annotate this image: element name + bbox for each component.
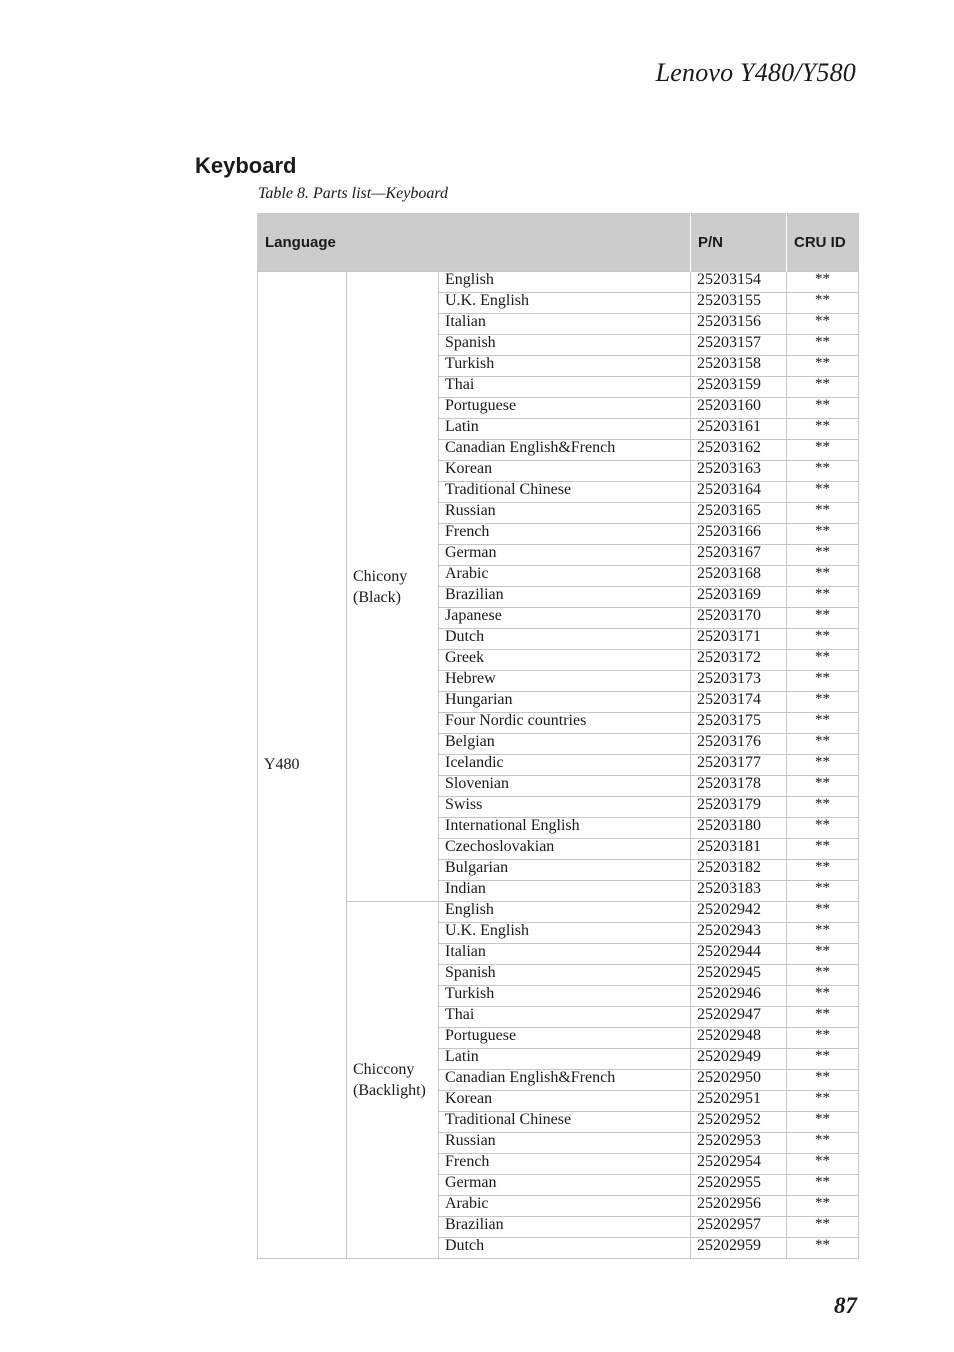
cru-id-cell: ** <box>787 419 859 440</box>
running-header-title: Lenovo Y480/Y580 <box>655 58 856 87</box>
part-number-cell: 25203159 <box>691 377 787 398</box>
language-cell: Bulgarian <box>439 860 691 881</box>
table-row <box>258 272 859 293</box>
part-number-cell: 25203165 <box>691 503 787 524</box>
cru-id-cell: ** <box>787 335 859 356</box>
vendor-name: Chicony <box>353 567 408 585</box>
language-cell: Arabic <box>439 566 691 587</box>
language-cell: U.K. English <box>439 293 691 314</box>
cru-id-cell: ** <box>787 860 859 881</box>
cru-id-cell: ** <box>787 1196 859 1217</box>
cru-id-cell: ** <box>787 713 859 734</box>
language-cell: Latin <box>439 419 691 440</box>
cru-id-cell: ** <box>787 1091 859 1112</box>
part-number-cell: 25202947 <box>691 1007 787 1028</box>
part-number-cell: 25203171 <box>691 629 787 650</box>
cru-id-cell: ** <box>787 818 859 839</box>
part-number-cell: 25202953 <box>691 1133 787 1154</box>
cru-id-cell: ** <box>787 671 859 692</box>
language-cell: German <box>439 545 691 566</box>
cru-id-cell: ** <box>787 1175 859 1196</box>
vendor-cell <box>347 272 439 902</box>
cru-id-cell: ** <box>787 272 859 293</box>
language-cell: Turkish <box>439 986 691 1007</box>
part-number-cell: 25203182 <box>691 860 787 881</box>
cru-id-cell: ** <box>787 902 859 923</box>
part-number-cell: 25203176 <box>691 734 787 755</box>
language-cell: Portuguese <box>439 398 691 419</box>
part-number-cell: 25203175 <box>691 713 787 734</box>
language-cell: Spanish <box>439 335 691 356</box>
language-cell: Swiss <box>439 797 691 818</box>
part-number-cell: 25203169 <box>691 587 787 608</box>
cru-id-cell: ** <box>787 377 859 398</box>
language-cell: Thai <box>439 1007 691 1028</box>
table-row <box>258 902 859 923</box>
part-number-cell: 25203173 <box>691 671 787 692</box>
part-number-cell: 25202946 <box>691 986 787 1007</box>
part-number-cell: 25203172 <box>691 650 787 671</box>
part-number-cell: 25203162 <box>691 440 787 461</box>
cru-id-cell: ** <box>787 755 859 776</box>
vendor-name: Chiccony <box>353 1061 415 1078</box>
part-number-cell: 25203181 <box>691 839 787 860</box>
language-cell: Belgian <box>439 734 691 755</box>
cru-id-cell: ** <box>787 692 859 713</box>
part-number-cell: 25202952 <box>691 1112 787 1133</box>
language-cell: Czechoslovakian <box>439 839 691 860</box>
cru-id-cell: ** <box>787 776 859 797</box>
cru-id-cell: ** <box>787 1007 859 1028</box>
part-number-cell: 25203174 <box>691 692 787 713</box>
language-cell: English <box>439 902 691 923</box>
language-cell: Italian <box>439 944 691 965</box>
language-cell: Indian <box>439 881 691 902</box>
cru-id-cell: ** <box>787 524 859 545</box>
parts-table-body <box>258 272 859 1259</box>
part-number-cell: 25202944 <box>691 944 787 965</box>
part-number-cell: 25203178 <box>691 776 787 797</box>
language-cell: Greek <box>439 650 691 671</box>
language-cell: Canadian English&French <box>439 1070 691 1091</box>
part-number-cell: 25203163 <box>691 461 787 482</box>
cru-id-cell: ** <box>787 440 859 461</box>
part-number-cell: 25202957 <box>691 1217 787 1238</box>
language-cell: Thai <box>439 377 691 398</box>
language-cell: Korean <box>439 1091 691 1112</box>
cru-id-cell: ** <box>787 503 859 524</box>
part-number-cell: 25203183 <box>691 881 787 902</box>
language-cell: Russian <box>439 1133 691 1154</box>
part-number-cell: 25203156 <box>691 314 787 335</box>
cru-id-cell: ** <box>787 1217 859 1238</box>
vendor-variant: (Black) <box>353 588 401 606</box>
part-number-cell: 25203161 <box>691 419 787 440</box>
language-cell: Hungarian <box>439 692 691 713</box>
language-cell: Dutch <box>439 1238 691 1259</box>
part-number-cell: 25203158 <box>691 356 787 377</box>
cru-id-cell: ** <box>787 398 859 419</box>
cru-id-cell: ** <box>787 461 859 482</box>
cru-id-cell: ** <box>787 293 859 314</box>
cru-id-cell: ** <box>787 314 859 335</box>
cru-id-cell: ** <box>787 944 859 965</box>
cru-id-cell: ** <box>787 482 859 503</box>
part-number-cell: 25203179 <box>691 797 787 818</box>
language-cell: Korean <box>439 461 691 482</box>
language-cell: Traditional Chinese <box>439 482 691 503</box>
language-cell: Slovenian <box>439 776 691 797</box>
cru-id-cell: ** <box>787 650 859 671</box>
part-number-cell: 25203154 <box>691 272 787 293</box>
part-number-cell: 25202942 <box>691 902 787 923</box>
part-number-cell: 25203155 <box>691 293 787 314</box>
cru-id-cell: ** <box>787 566 859 587</box>
cru-id-cell: ** <box>787 356 859 377</box>
language-cell: French <box>439 524 691 545</box>
language-cell: Arabic <box>439 1196 691 1217</box>
language-cell: Brazilian <box>439 1217 691 1238</box>
language-cell: Russian <box>439 503 691 524</box>
language-cell: Turkish <box>439 356 691 377</box>
column-header-cru-id: CRU ID <box>787 213 859 272</box>
cru-id-cell: ** <box>787 545 859 566</box>
page-number: 87 <box>834 1293 857 1318</box>
part-number-cell: 25202945 <box>691 965 787 986</box>
language-cell: Four Nordic countries <box>439 713 691 734</box>
part-number-cell: 25202948 <box>691 1028 787 1049</box>
part-number-cell: 25203157 <box>691 335 787 356</box>
part-number-cell: 25203180 <box>691 818 787 839</box>
part-number-cell: 25203170 <box>691 608 787 629</box>
part-number-cell: 25203160 <box>691 398 787 419</box>
language-cell: Italian <box>439 314 691 335</box>
language-cell: International English <box>439 818 691 839</box>
part-number-cell: 25202954 <box>691 1154 787 1175</box>
language-cell: Latin <box>439 1049 691 1070</box>
parts-table <box>257 213 859 1259</box>
cru-id-cell: ** <box>787 629 859 650</box>
part-number-cell: 25202959 <box>691 1238 787 1259</box>
language-cell: Japanese <box>439 608 691 629</box>
cru-id-cell: ** <box>787 881 859 902</box>
vendor-cell <box>347 902 439 1259</box>
cru-id-cell: ** <box>787 1154 859 1175</box>
table-caption: Table 8. Parts list—Keyboard <box>258 185 448 202</box>
column-header-pn: P/N <box>691 213 787 272</box>
part-number-cell: 25203177 <box>691 755 787 776</box>
cru-id-cell: ** <box>787 1133 859 1154</box>
part-number-cell: 25203166 <box>691 524 787 545</box>
cru-id-cell: ** <box>787 608 859 629</box>
table-header-row <box>258 213 859 272</box>
cru-id-cell: ** <box>787 797 859 818</box>
model-cell: Y480 <box>258 272 347 1259</box>
part-number-cell: 25202951 <box>691 1091 787 1112</box>
part-number-cell: 25202950 <box>691 1070 787 1091</box>
cru-id-cell: ** <box>787 1049 859 1070</box>
section-heading: Keyboard <box>195 153 297 178</box>
language-cell: Portuguese <box>439 1028 691 1049</box>
language-cell: Icelandic <box>439 755 691 776</box>
cru-id-cell: ** <box>787 986 859 1007</box>
part-number-cell: 25202956 <box>691 1196 787 1217</box>
cru-id-cell: ** <box>787 1112 859 1133</box>
language-cell: Spanish <box>439 965 691 986</box>
language-cell: Dutch <box>439 629 691 650</box>
part-number-cell: 25202949 <box>691 1049 787 1070</box>
cru-id-cell: ** <box>787 734 859 755</box>
language-cell: Brazilian <box>439 587 691 608</box>
cru-id-cell: ** <box>787 923 859 944</box>
part-number-cell: 25203167 <box>691 545 787 566</box>
column-header-language: Language <box>258 213 691 272</box>
part-number-cell: 25203164 <box>691 482 787 503</box>
language-cell: U.K. English <box>439 923 691 944</box>
language-cell: Hebrew <box>439 671 691 692</box>
vendor-variant: (Backlight) <box>353 1082 426 1099</box>
language-cell: French <box>439 1154 691 1175</box>
language-cell: Canadian English&French <box>439 440 691 461</box>
language-cell: German <box>439 1175 691 1196</box>
part-number-cell: 25202955 <box>691 1175 787 1196</box>
cru-id-cell: ** <box>787 1028 859 1049</box>
part-number-cell: 25202943 <box>691 923 787 944</box>
language-cell: Traditional Chinese <box>439 1112 691 1133</box>
cru-id-cell: ** <box>787 839 859 860</box>
part-number-cell: 25203168 <box>691 566 787 587</box>
cru-id-cell: ** <box>787 1070 859 1091</box>
cru-id-cell: ** <box>787 965 859 986</box>
cru-id-cell: ** <box>787 1238 859 1259</box>
language-cell: English <box>439 272 691 293</box>
cru-id-cell: ** <box>787 587 859 608</box>
